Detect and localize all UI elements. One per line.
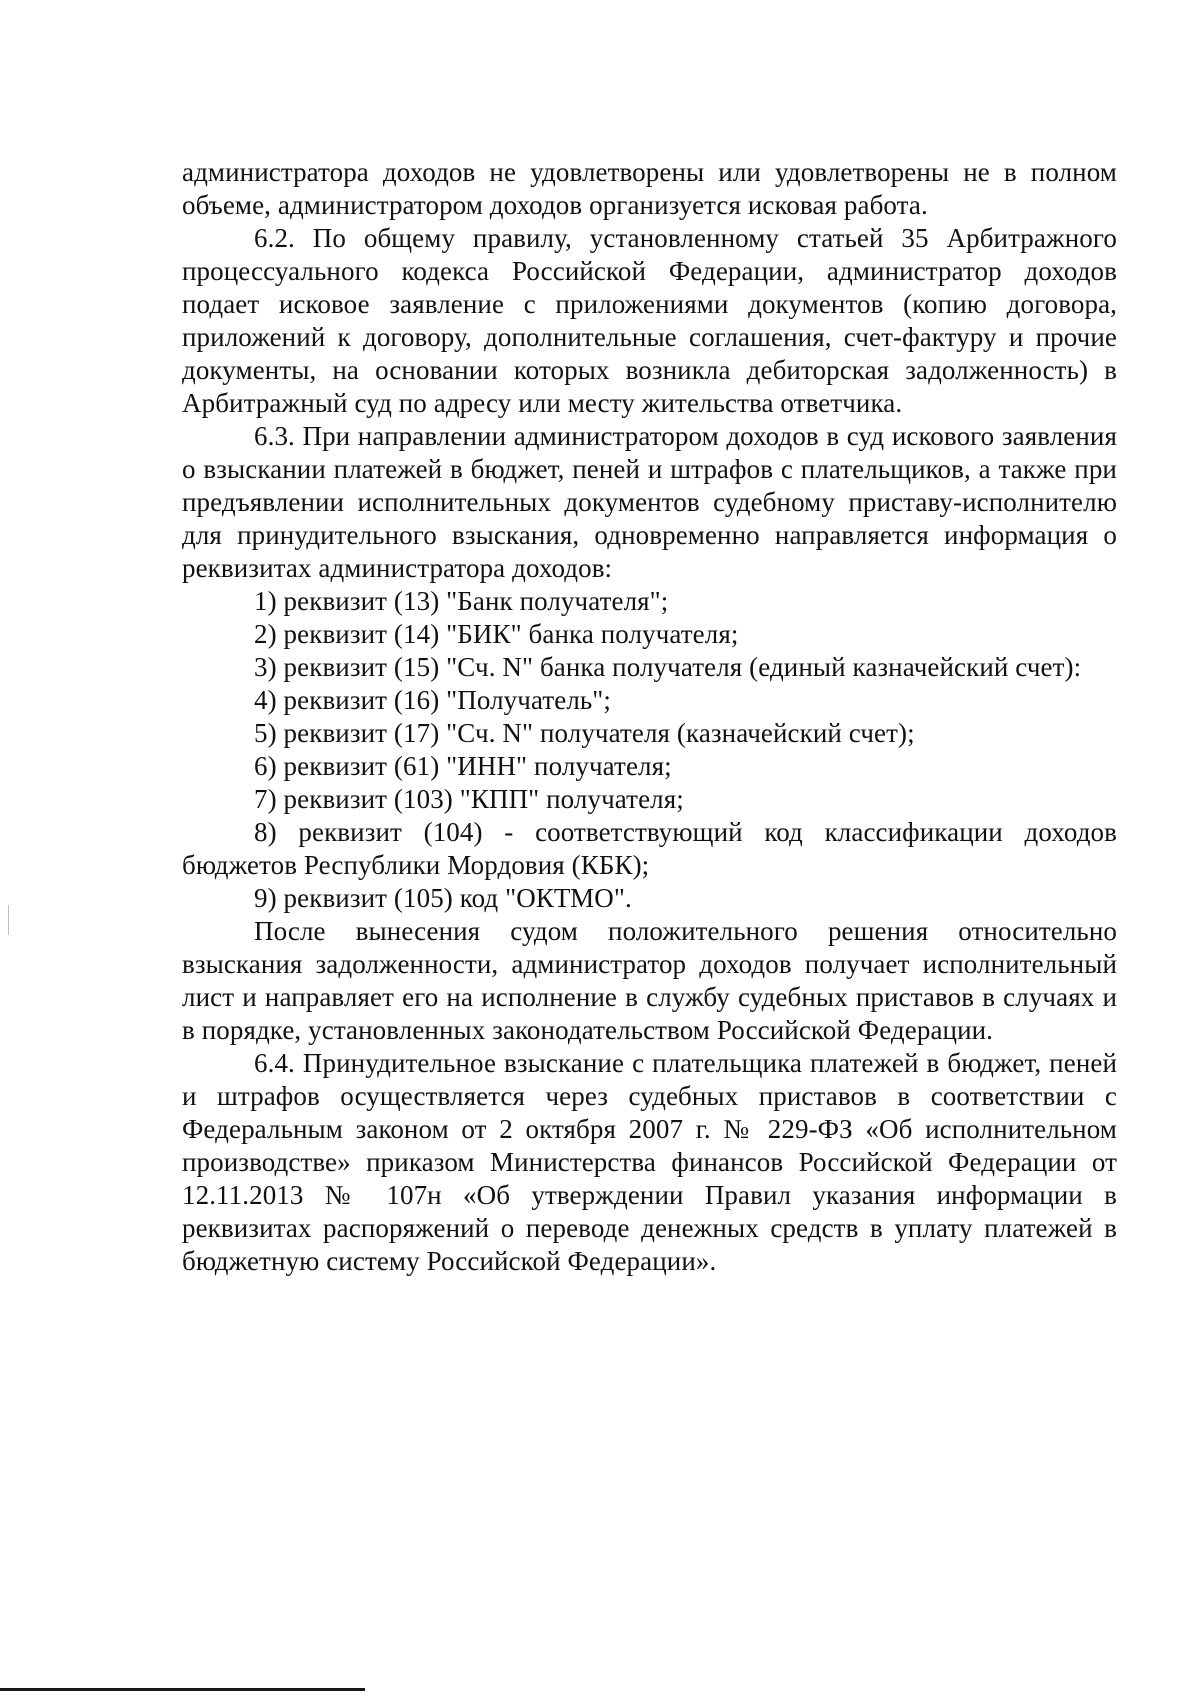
list-item: 4) реквизит (16) "Получатель"; bbox=[254, 685, 612, 715]
list-item: 2) реквизит (14) "БИК" банка получателя; bbox=[254, 619, 739, 649]
paragraph-6-3: 6.3. При направлении администратором доходов в суд искового заявления о взыскании платежей в бюджет, пеней и штрафов с плательщиков, а также при предъявлении исполнительных документов судебному приставу-исполнителю для принудительного взыскания, одновременно направляется информация о реквизитах администратора доходов: bbox=[182, 421, 1117, 583]
scan-margin-mark bbox=[8, 905, 9, 935]
document-body bbox=[182, 156, 1117, 1278]
list-item: 8) реквизит (104) - соответствующий код классификации доходов бюджетов Республики Мордовия (КБК); bbox=[182, 817, 1117, 880]
list-item: 6) реквизит (61) "ИНН" получателя; bbox=[254, 751, 672, 781]
list-item: 5) реквизит (17) "Сч. N" получателя (казначейский счет); bbox=[254, 718, 915, 748]
intro-paragraph: администратора доходов не удовлетворены или удовлетворены не в полном объеме, администратором доходов организуется исковая работа. bbox=[182, 157, 1117, 220]
list-item: 3) реквизит (15) "Сч. N" банка получателя (единый казначейский счет): bbox=[254, 652, 1082, 682]
paragraph-after-decision: После вынесения судом положительного решения относительно взыскания задолженности, администратор доходов получает исполнительный лист и направляет его на исполнение в службу судебных приставов в случаях и в порядке, установленных законодательством Российской Федерации. bbox=[182, 916, 1117, 1045]
bottom-rule-line bbox=[0, 1688, 365, 1691]
paragraph-6-2: 6.2. По общему правилу, установленному статьей 35 Арбитражного процессуального кодекса Российской Федерации, администратор доходов подает исковое заявление с приложениями документов (копию договора, приложений к договору, дополнительные соглашения, счет-фактуру и прочие документы, на основании которых возникла дебиторская задолженность) в Арбитражный суд по адресу или месту жительства ответчика. bbox=[182, 223, 1117, 418]
list-item: 7) реквизит (103) "КПП" получателя; bbox=[254, 784, 684, 814]
paragraph-6-4: 6.4. Принудительное взыскание с плательщика платежей в бюджет, пеней и штрафов осуществляется через судебных приставов в соответствии с Федеральным законом от 2 октября 2007 г. № 229-ФЗ «Об исполнительном производстве» приказом Министерства финансов Российской Федерации от 12.11.2013 № 107н «Об утверждении Правил указания информации в реквизитах распоряжений о переводе денежных средств в уплату платежей в бюджетную систему Российской Федерации». bbox=[182, 1048, 1117, 1276]
list-item: 9) реквизит (105) код "ОКТМО". bbox=[254, 883, 632, 913]
list-item: 1) реквизит (13) "Банк получателя"; bbox=[254, 586, 669, 616]
